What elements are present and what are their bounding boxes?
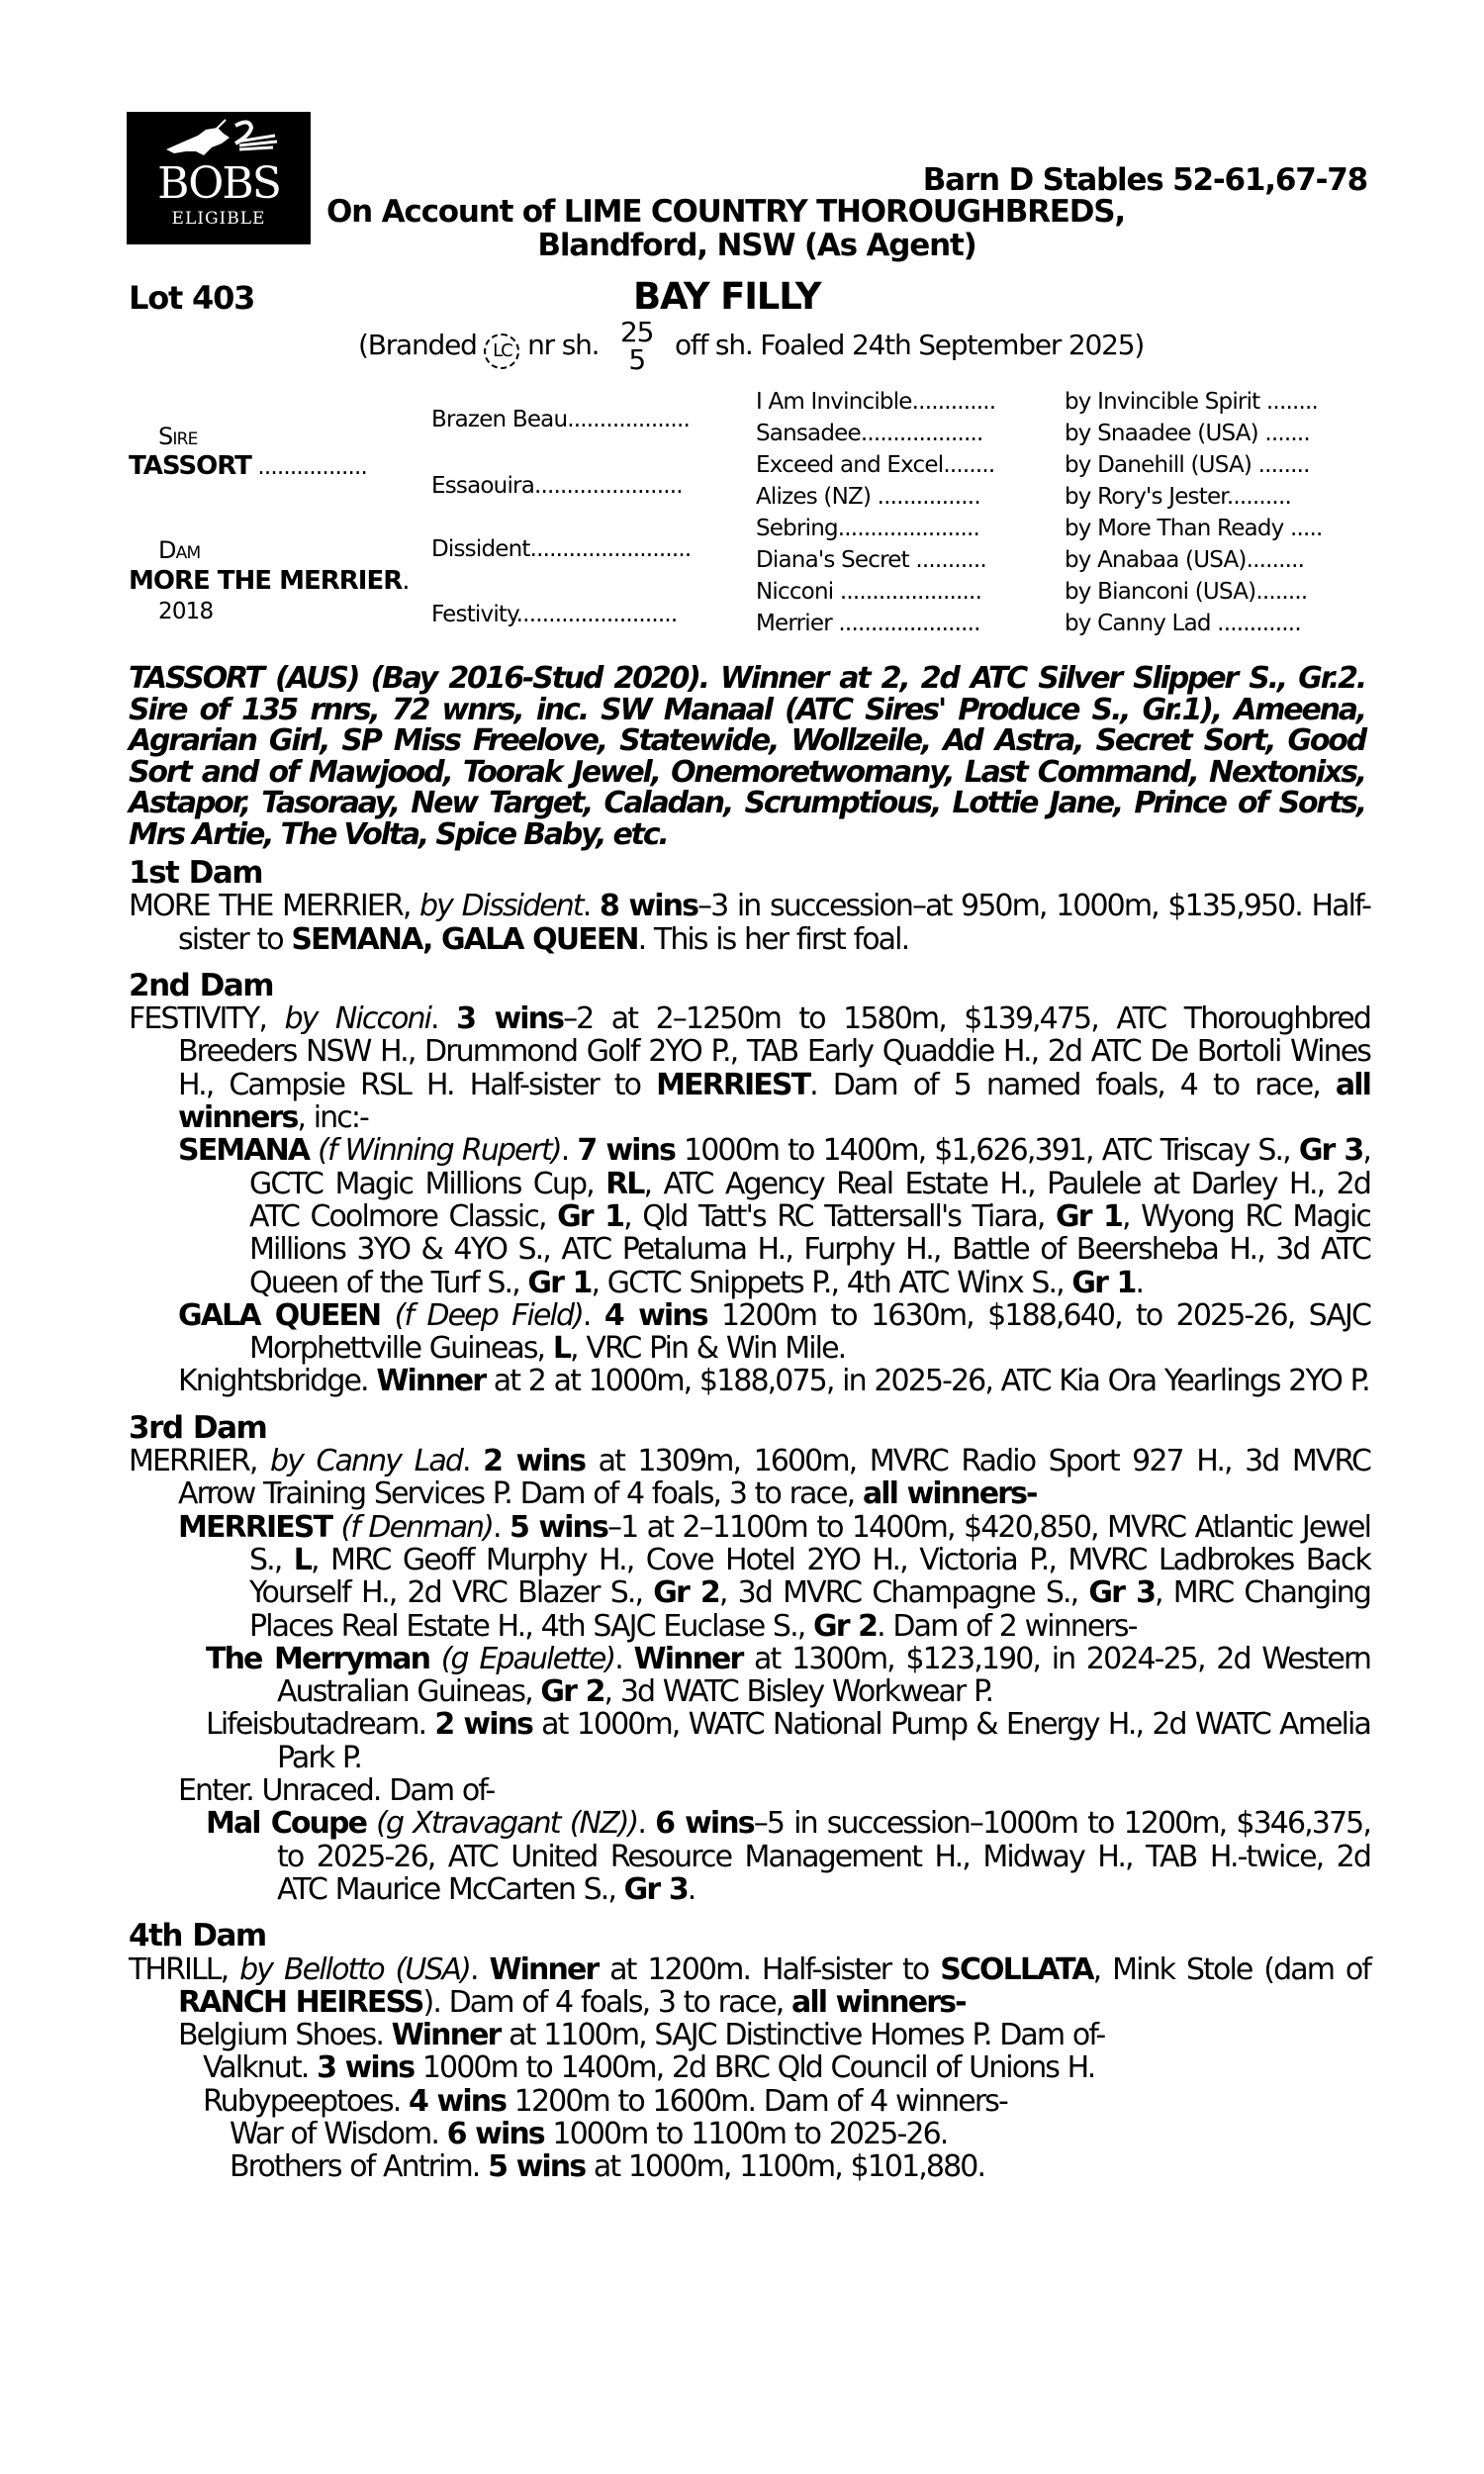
- text-fragment: SCOLLATA: [940, 1951, 1093, 1987]
- text-fragment: . Dam of 2 winners-: [877, 1608, 1137, 1644]
- text-fragment: (g Epaulette): [440, 1641, 615, 1676]
- logo-brand-text: BOBS: [157, 158, 280, 209]
- text-fragment: .: [469, 1951, 478, 1987]
- vendor-line-2: Blandford, NSW (As Agent): [537, 228, 976, 263]
- text-fragment: 5 wins: [510, 1509, 607, 1545]
- fourth-dam-entry: [129, 1953, 1370, 2020]
- text-fragment: MERRIEST: [178, 1509, 332, 1545]
- text-fragment: , ATC Agency Real Estate H., Paulele at Darley H., 2d ATC Coolmore Classic,: [249, 1166, 1370, 1234]
- ggp-row: Sebring...................... by More Than Ready .....: [756, 516, 1323, 541]
- text-fragment: 1000m to 1100m to 2025-26.: [543, 2116, 948, 2151]
- third-dam-heading: 3rd Dam: [129, 1409, 267, 1446]
- text-fragment: .: [492, 1509, 501, 1545]
- text-fragment: 1200m to 1630m, $188,640, to 2025-26, SAJC Morphettville Guineas,: [249, 1297, 1370, 1367]
- text-fragment: Winner: [633, 1641, 743, 1676]
- text-fragment: all winners-: [862, 1476, 1037, 1512]
- sire-label: Sire: [158, 423, 198, 450]
- ggp-by: by Invincible Spirit ........: [1065, 389, 1319, 415]
- text-fragment: by Invincible Spirit: [1065, 389, 1260, 415]
- progeny-the-merryman: [129, 1643, 1370, 1709]
- dam-label: Dam: [158, 536, 201, 564]
- brand-prefix: (Branded: [358, 329, 477, 361]
- ggp-by: by Anabaa (USA).........: [1065, 547, 1305, 573]
- text-fragment: 1000m to 1400m, $1,626,391, ATC Triscay S.,: [674, 1133, 1299, 1169]
- text-fragment: .: [637, 1806, 645, 1842]
- text-fragment: 2 wins: [483, 1444, 586, 1479]
- ggp-row: Alizes (NZ) ................ by Rory's Jester..........: [756, 484, 1291, 510]
- text-fragment: Valknut.: [203, 2050, 318, 2086]
- first-dam-heading: 1st Dam: [129, 855, 263, 891]
- text-fragment: (g Xtravagant (NZ)): [376, 1806, 638, 1842]
- text-fragment: , GCTC Snippets P., 4th ATC Winx S.,: [591, 1265, 1072, 1300]
- text-fragment: 2 wins: [434, 1707, 532, 1743]
- text-fragment: Gr 2: [812, 1608, 878, 1644]
- text-fragment: .: [582, 1297, 591, 1333]
- brand-near: nr sh.: [527, 329, 600, 361]
- ggp-row: Sansadee................... by Snaadee (USA) .......: [756, 421, 1310, 446]
- text-fragment: MORE THE MERRIER,: [129, 889, 411, 924]
- text-fragment: by Anabaa (USA): [1065, 547, 1247, 573]
- text-fragment: at 1000m, 1100m, $101,880.: [585, 2149, 985, 2185]
- text-fragment: SEMANA: [178, 1133, 310, 1169]
- lot-number: Lot 403: [129, 279, 255, 317]
- fourth-dam-heading: 4th Dam: [129, 1918, 266, 1954]
- text-fragment: , 3d WATC Bisley Workwear P.: [603, 1674, 993, 1710]
- text-fragment: Brothers of Antrim.: [230, 2149, 489, 2185]
- text-fragment: Knightsbridge.: [178, 1364, 377, 1399]
- text-fragment: .: [1135, 1265, 1144, 1300]
- text-fragment: L: [293, 1542, 312, 1577]
- vendor-line-1: On Account of LIME COUNTRY THOROUGHBREDS,: [326, 194, 1126, 230]
- grandparent-1: Brazen Beau...................: [431, 407, 690, 432]
- dam-name-text: MORE THE MERRIER: [129, 566, 403, 596]
- ggp-name: Alizes (NZ): [756, 484, 872, 510]
- text-fragment: (f Winning Rupert): [318, 1133, 561, 1169]
- brand-num-bottom: 5: [628, 343, 645, 376]
- text-fragment: Winner: [391, 2018, 501, 2053]
- text-fragment: Gr 1: [1055, 1198, 1122, 1234]
- grandparent-3: Dissident.........................: [431, 536, 692, 562]
- text-fragment: at 1100m, SAJC Distinctive Homes P. Dam of-: [500, 2018, 1105, 2053]
- text-fragment: Gr 3: [623, 1871, 688, 1907]
- progeny-belgium-shoes: [129, 2019, 1370, 2051]
- ggp-name: Sansadee: [756, 421, 861, 446]
- text-fragment: , MRC Changing Places Real Estate H., 4th SAJC Euclase S.,: [249, 1575, 1371, 1644]
- progeny-rubypeeptoes: [129, 2085, 1370, 2118]
- grandparent-name: Festivity: [431, 602, 516, 627]
- sire-name: TASSORT .................: [129, 451, 368, 481]
- text-fragment: . This is her first foal.: [637, 921, 909, 957]
- brand-suffix: off sh. Foaled 24th September 2025): [674, 329, 1145, 361]
- text-fragment: Gr 1: [1071, 1265, 1136, 1300]
- text-fragment: .: [560, 1133, 569, 1169]
- text-fragment: –2 at 2–1250m to 1580m, $139,475, ATC Thoroughbred Breeders NSW H., Drummond Golf 2YO P., TAB Early Quaddie H., 2d ATC De Bortoli Wines H., Campsie RSL H. Half-sister to: [178, 1001, 1370, 1102]
- stable-location: Barn D Stables 52-61,67-78: [922, 162, 1367, 198]
- grandparent-name: Brazen Beau: [431, 407, 568, 432]
- text-fragment: (f Denman): [340, 1509, 493, 1545]
- ggp-name: Nicconi: [756, 579, 834, 605]
- ggp-row: Exceed and Excel........ by Danehill (USA) ........: [756, 452, 1310, 478]
- text-fragment: , Qld Tatt's RC Tattersall's Tiara,: [623, 1198, 1056, 1234]
- text-fragment: 7 wins: [577, 1133, 675, 1169]
- text-fragment: . Dam of 5 named foals, 4 to race,: [809, 1067, 1320, 1102]
- ggp-by: by Snaadee (USA) .......: [1065, 421, 1310, 446]
- text-fragment: all winners: [178, 1067, 1370, 1136]
- ggp-name: I Am Invincible: [756, 389, 912, 415]
- text-fragment: 1000m to 1400m, 2d BRC Qld Council of Unions H.: [414, 2050, 1095, 2086]
- text-fragment: by Snaadee (USA): [1065, 421, 1258, 446]
- progeny-merriest: [129, 1511, 1370, 1643]
- progeny-enter: Enter. Unraced. Dam of-: [178, 1773, 495, 1809]
- text-fragment: .: [687, 1871, 696, 1907]
- ggp-row: Merrier ...................... by Canny Lad .............: [756, 611, 1301, 636]
- text-fragment: at 1200m. Half-sister to: [598, 1951, 929, 1987]
- text-fragment: 6 wins: [655, 1806, 754, 1842]
- text-fragment: at 1309m, 1600m, MVRC Radio Sport 927 H., 3d MVRC Arrow Training Services P. Dam of 4 foals, 3 to race,: [178, 1444, 1371, 1512]
- brand-num-top: 25: [620, 316, 654, 348]
- text-fragment: L: [552, 1331, 571, 1367]
- text-fragment: –1 at 2–1100m to 1400m, $420,850, MVRC Atlantic Jewel S.,: [249, 1509, 1371, 1577]
- text-fragment: Gr 1: [557, 1198, 624, 1234]
- text-fragment: at 1300m, $123,190, in 2024-25, 2d Western Australian Guineas,: [277, 1641, 1370, 1710]
- ggp-by: by Bianconi (USA)........: [1065, 579, 1308, 605]
- text-fragment: by Bellotto (USA): [239, 1951, 470, 1987]
- text-fragment: , MRC Geoff Murphy H., Cove Hotel 2YO H., Victoria P., MVRC Ladbrokes Back Yourself H., 2d VRC Blazer S.,: [249, 1542, 1370, 1611]
- text-fragment: by Bianconi (USA): [1065, 579, 1256, 605]
- ggp-name: Merrier: [756, 611, 832, 636]
- progeny-brothers-of-antrim: [129, 2150, 1370, 2183]
- text-fragment: all winners-: [791, 1984, 966, 2020]
- text-fragment: Gr 3: [1298, 1133, 1363, 1169]
- ggp-by: by Rory's Jester..........: [1065, 484, 1291, 510]
- progeny-gala-queen: [129, 1299, 1370, 1366]
- ggp-name: Sebring: [756, 516, 838, 541]
- text-fragment: Gr 2: [653, 1575, 719, 1611]
- text-fragment: RANCH HEIRESS: [178, 1984, 423, 2020]
- text-fragment: 5 wins: [488, 2149, 586, 2185]
- second-dam-entry: [129, 1002, 1370, 1134]
- progeny-valknut: [129, 2051, 1370, 2084]
- bobs-eligible-logo: [127, 112, 311, 244]
- text-fragment: 1200m to 1600m. Dam of 4 winners-: [506, 2083, 1007, 2119]
- text-fragment: THRILL,: [129, 1951, 229, 1987]
- text-fragment: RL: [605, 1166, 644, 1201]
- grandparent-4: Festivity.........................: [431, 602, 678, 627]
- text-fragment: , 3d MVRC Champagne S.,: [718, 1575, 1089, 1611]
- ggp-by: by More Than Ready .....: [1065, 516, 1323, 541]
- text-fragment: Gr 2: [540, 1674, 604, 1710]
- text-fragment: GALA QUEEN: [178, 1297, 381, 1333]
- second-dam-heading: 2nd Dam: [129, 967, 274, 1003]
- text-fragment: , Wyong RC Magic Millions 3YO & 4YO S., ATC Petaluma H., Furphy H., Battle of Beersheba H., 3d ATC Queen of the Turf S.,: [249, 1198, 1371, 1300]
- ggp-by: by Danehill (USA) ........: [1065, 452, 1310, 478]
- text-fragment: 3 wins: [317, 2050, 415, 2086]
- sire-description: TASSORT (AUS) (Bay 2016-Stud 2020). Winner at 2, 2d ATC Silver Slipper S., Gr.2. Sire of 135 rnrs, 72 wnrs, inc. SW Manaal (ATC Sires' Produce S., Gr.1), Ameena, Agrarian Girl, SP Miss Freelove, Statewide, Wollzeile, Ad Astra, Secret Sort, Good Sort and of Mawjood, Toorak Jewel, Onemoretwomany, Last Command, Nextonixs, Astapor, Tasoraay, New Target, Caladan, Scrumptious, Lottie Jane, Prince of Sorts, Mrs Artie, The Volta, Spice Baby, etc.: [129, 661, 1365, 852]
- ggp-row: Diana's Secret ........... by Anabaa (USA).........: [756, 547, 1305, 573]
- text-fragment: (f Deep Field): [394, 1297, 583, 1333]
- brand-mark-icon: LC: [484, 333, 519, 369]
- ggp-row: Nicconi ...................... by Bianconi (USA)........: [756, 579, 1308, 605]
- text-fragment: 3 wins: [456, 1001, 564, 1037]
- text-fragment: .: [582, 889, 591, 924]
- text-fragment: Mal Coupe: [206, 1806, 367, 1842]
- text-fragment: by More Than Ready: [1065, 516, 1284, 541]
- text-fragment: Lifeisbutadream.: [206, 1707, 435, 1743]
- text-fragment: Winner: [376, 1364, 486, 1399]
- text-fragment: SEMANA, GALA QUEEN: [291, 921, 638, 957]
- text-fragment: Belgium Shoes.: [178, 2018, 392, 2053]
- text-fragment: –3 in succession–at 950m, 1000m, $135,950. Half-sister to: [178, 889, 1371, 957]
- text-fragment: by Dissident: [419, 889, 583, 924]
- lot-title: BAY FILLY: [633, 275, 821, 318]
- text-fragment: Rubypeeptoes.: [203, 2083, 409, 2119]
- text-fragment: , Mink Stole (dam of: [1092, 1951, 1371, 1987]
- dam-line: [129, 857, 1370, 2184]
- progeny-lifeisbutadream: [129, 1708, 1370, 1774]
- text-fragment: by Danehill (USA): [1065, 452, 1252, 478]
- text-fragment: , GCTC Magic Millions Cup,: [249, 1133, 1371, 1201]
- text-fragment: 4 wins: [603, 1297, 707, 1333]
- progeny-semana: [129, 1134, 1370, 1298]
- ggp-row: I Am Invincible............. by Invincible Spirit ........: [756, 389, 1319, 415]
- text-fragment: by Rory's Jester: [1065, 484, 1227, 510]
- text-fragment: by Nicconi: [284, 1001, 431, 1037]
- grandparent-name: Essaouira: [431, 473, 534, 499]
- text-fragment: by Canny Lad: [1065, 611, 1211, 636]
- text-fragment: by Canny Lad: [270, 1444, 463, 1479]
- ggp-name: Exceed and Excel: [756, 452, 944, 478]
- grandparent-2: Essaouira.......................: [431, 473, 683, 499]
- brand-numbers: [620, 316, 654, 376]
- text-fragment: 4 wins: [408, 2083, 507, 2119]
- grandparent-name: Dissident: [431, 536, 530, 562]
- text-fragment: FESTIVITY,: [129, 1001, 266, 1037]
- text-fragment: The Merryman: [206, 1641, 430, 1676]
- dam-name: MORE THE MERRIER.: [129, 566, 410, 596]
- text-fragment: , inc:-: [297, 1100, 368, 1136]
- dam-year: 2018: [158, 599, 214, 624]
- text-fragment: .: [462, 1444, 470, 1479]
- text-fragment: Gr 1: [527, 1265, 592, 1300]
- text-fragment: Winner: [489, 1951, 599, 1987]
- text-fragment: , VRC Pin & Win Mile.: [570, 1331, 846, 1367]
- great-grandparents: [756, 389, 1323, 642]
- brand-foaled-line: [358, 316, 1145, 376]
- progeny-mal-coupe: [129, 1807, 1370, 1906]
- first-dam-entry: [129, 890, 1370, 956]
- progeny-knightsbridge: [129, 1365, 1370, 1397]
- logo-tagline: ELIGIBLE: [171, 209, 266, 229]
- third-dam-entry: [129, 1445, 1370, 1511]
- sire-name-text: TASSORT: [129, 451, 251, 481]
- text-fragment: Gr 3: [1088, 1575, 1156, 1611]
- text-fragment: War of Wisdom.: [230, 2116, 447, 2151]
- text-fragment: .: [614, 1641, 622, 1676]
- ggp-by: by Canny Lad .............: [1065, 611, 1301, 636]
- text-fragment: 8 wins: [599, 889, 698, 924]
- text-fragment: ). Dam of 4 foals, 3 to race,: [422, 1984, 784, 2020]
- text-fragment: MERRIEST: [656, 1067, 810, 1102]
- text-fragment: MERRIER,: [129, 1444, 257, 1479]
- text-fragment: at 2 at 1000m, $188,075, in 2025-26, ATC Kia Ora Yearlings 2YO P.: [485, 1364, 1369, 1399]
- text-fragment: –5 in succession–1000m to 1200m, $346,375, to 2025-26, ATC United Resource Management H., Midway H., TAB H.-twice, 2d ATC Maurice McCarten S.,: [277, 1806, 1370, 1907]
- text-fragment: 6 wins: [446, 2116, 544, 2151]
- ggp-name: Diana's Secret: [756, 547, 909, 573]
- text-fragment: at 1000m, WATC National Pump & Energy H., 2d WATC Amelia Park P.: [277, 1707, 1370, 1775]
- progeny-war-of-wisdom: [129, 2118, 1370, 2150]
- text-fragment: .: [430, 1001, 438, 1037]
